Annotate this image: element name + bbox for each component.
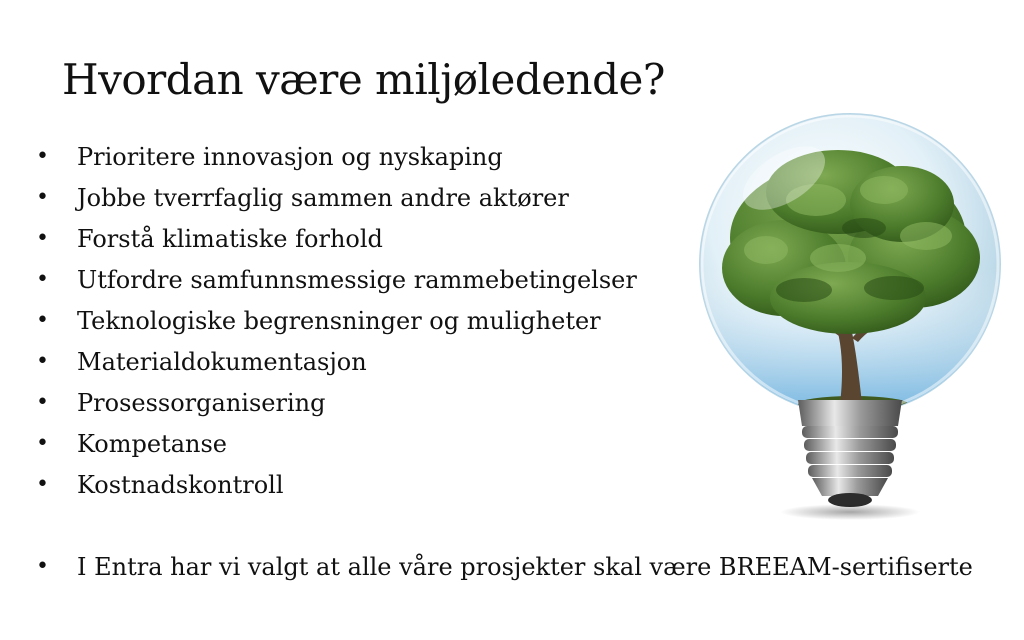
bullet-icon: • — [36, 349, 49, 374]
bullet-icon: • — [36, 308, 49, 333]
bullet-text: Teknologiske begrensninger og muligheter — [77, 307, 601, 335]
bullet-text: Materialdokumentasjon — [77, 348, 367, 376]
bullet-icon: • — [36, 431, 49, 456]
bullet-icon: • — [36, 390, 49, 415]
bullet-text: Kompetanse — [77, 430, 227, 458]
bullet-icon: • — [36, 144, 49, 169]
bullet-icon: • — [36, 554, 49, 579]
bullet-icon: • — [36, 185, 49, 210]
bullet-text: Prosessorganisering — [77, 389, 326, 417]
bullet-text: Kostnadskontroll — [77, 471, 284, 499]
bullet-icon: • — [36, 226, 49, 251]
lightbulb-tree-icon — [688, 108, 1018, 523]
bullet-icon: • — [36, 472, 49, 497]
bullet-text: Prioritere innovasjon og nyskaping — [77, 143, 503, 171]
bullet-text: Jobbe tverrfaglig sammen andre aktører — [77, 184, 569, 212]
closing-bullet-text: I Entra har vi valgt at alle våre prosjekter skal være BREEAM-sertifiserte — [77, 553, 973, 581]
bullet-icon: • — [36, 267, 49, 292]
bullet-text: Forstå klimatiske forhold — [77, 225, 383, 253]
bullet-text: Utfordre samfunnsmessige rammebetingelser — [77, 266, 637, 294]
slide-title: Hvordan være miljøledende? — [62, 55, 665, 104]
